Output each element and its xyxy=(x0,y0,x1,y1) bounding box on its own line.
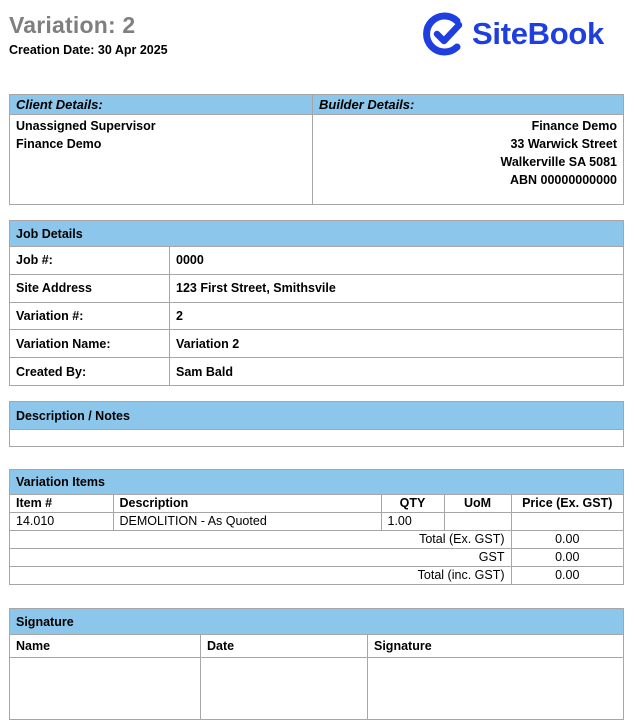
signature-name-column xyxy=(10,635,200,719)
items-header-row xyxy=(10,495,623,513)
col-uom: UoM xyxy=(444,495,511,513)
col-item: Item # xyxy=(10,495,113,513)
sitebook-logo xyxy=(420,11,604,57)
total-value: 0.00 xyxy=(511,531,623,549)
signature-sign-column xyxy=(367,635,623,719)
logo-text: SiteBook xyxy=(472,16,604,51)
builder-details-heading: Builder Details: xyxy=(313,95,623,115)
col-price: Price (Ex. GST) xyxy=(511,495,623,513)
job-label: Site Address xyxy=(10,275,170,302)
builder-line: Walkerville SA 5081 xyxy=(500,155,617,169)
job-row xyxy=(10,358,623,385)
signature-section xyxy=(9,608,624,720)
item-number: 14.010 xyxy=(10,513,113,531)
job-label: Created By: xyxy=(10,358,170,385)
job-value: 123 First Street, Smithsvile xyxy=(176,281,336,296)
client-line: Unassigned Supervisor xyxy=(16,119,156,133)
job-details xyxy=(9,220,624,386)
job-label: Variation #: xyxy=(10,303,170,330)
job-row xyxy=(10,330,623,358)
total-value: 0.00 xyxy=(511,549,623,567)
signature-name-field[interactable] xyxy=(10,658,200,719)
variation-items-heading: Variation Items xyxy=(10,470,623,495)
total-label: Total (inc. GST) xyxy=(10,567,511,585)
client-details-heading: Client Details: xyxy=(10,95,312,115)
check-c-logo-icon xyxy=(420,11,466,57)
job-label: Variation Name: xyxy=(10,330,170,357)
item-row xyxy=(10,513,623,531)
builder-details xyxy=(312,95,623,204)
client-details xyxy=(10,95,312,204)
total-label: Total (Ex. GST) xyxy=(10,531,511,549)
document-title: Variation: 2 xyxy=(9,12,136,38)
col-description: Description xyxy=(113,495,381,513)
total-row xyxy=(10,531,623,549)
variation-items-table xyxy=(10,495,623,584)
job-value: 2 xyxy=(176,308,183,323)
signature-sign-field[interactable] xyxy=(368,658,623,719)
builder-line: ABN 00000000000 xyxy=(509,173,617,187)
job-row xyxy=(10,275,623,303)
job-row xyxy=(10,303,623,331)
description-body xyxy=(10,430,623,447)
col-qty: QTY xyxy=(381,495,444,513)
total-label: GST xyxy=(10,549,511,567)
item-qty: 1.00 xyxy=(381,513,444,531)
item-description: DEMOLITION - As Quoted xyxy=(113,513,381,531)
signature-col-signature: Signature xyxy=(368,635,623,658)
total-value: 0.00 xyxy=(511,567,623,585)
signature-col-date: Date xyxy=(201,635,367,658)
variation-items xyxy=(9,469,624,585)
builder-line: 33 Warwick Street xyxy=(510,137,617,151)
item-uom xyxy=(444,513,511,531)
creation-date: Creation Date: 30 Apr 2025 xyxy=(9,43,168,57)
signature-date-column xyxy=(200,635,367,719)
job-details-heading: Job Details xyxy=(10,221,623,247)
item-price xyxy=(511,513,623,531)
signature-date-field[interactable] xyxy=(201,658,367,719)
total-row xyxy=(10,567,623,585)
description-heading: Description / Notes xyxy=(10,402,623,430)
job-value: Sam Bald xyxy=(176,364,233,379)
job-label: Job #: xyxy=(10,247,170,274)
signature-col-name: Name xyxy=(10,635,200,658)
job-value: Variation 2 xyxy=(176,336,240,351)
party-details xyxy=(9,94,624,205)
job-value: 0000 xyxy=(176,253,204,268)
builder-line: Finance Demo xyxy=(531,119,617,133)
description-notes xyxy=(9,401,624,447)
client-line: Finance Demo xyxy=(16,137,102,151)
total-row xyxy=(10,549,623,567)
job-row xyxy=(10,247,623,275)
signature-heading: Signature xyxy=(10,609,623,635)
